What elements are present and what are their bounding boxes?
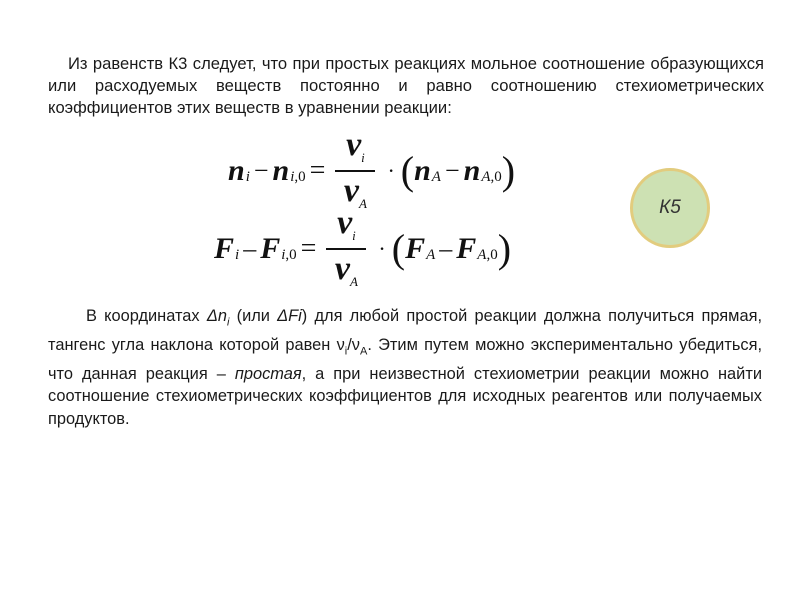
simple-emphasis: простая: [234, 364, 302, 383]
equals-sign: =: [300, 233, 317, 264]
stoich-fraction: $\frac{\nu_i}{\nu_A}$: [326, 206, 366, 292]
intro-paragraph: [48, 53, 764, 119]
f-symbol: F: [214, 232, 235, 265]
k5-label: К5: [659, 197, 681, 218]
formula-flows: F i – F i,0 = $\frac{\nu_i}{\nu_A}$ · ( F A – F A,0 ): [214, 206, 511, 292]
stoich-fraction: $\frac{\nu_i}{\nu_A}$: [335, 128, 375, 214]
coordinates-paragraph: В координатах $\Delta n_i$ (или ΔFi) для любой простой реакции должна получиться прямая, тангенс угла наклона которой равен $\nu_i/\nu_A$. Этим путем можно экспериментально убедиться, что данная реакция – простая, а при неизвестной стехиометрии реакции можно найти соотношение стехиометрических коэффициентов для исходных реагентов или получаемых продуктов.: [48, 307, 762, 428]
equals-sign: =: [309, 155, 326, 186]
intro-text: Из равенств К3 следует, что при простых реакциях мольное соотношение образующихся или расходуемых веществ постоянно и равно соотношению стехиометрических коэффициентов этих веществ в уравнении реакции:: [48, 54, 764, 117]
minus-sign: −: [253, 156, 269, 185]
n-symbol: n: [228, 154, 245, 187]
k5-badge[interactable]: [630, 168, 710, 248]
minus-sign: –: [243, 234, 257, 263]
formula-moles: n i − n i,0 = $\frac{\nu_i}{\nu_A}$ · ( n A − n A,0 ): [228, 128, 515, 214]
